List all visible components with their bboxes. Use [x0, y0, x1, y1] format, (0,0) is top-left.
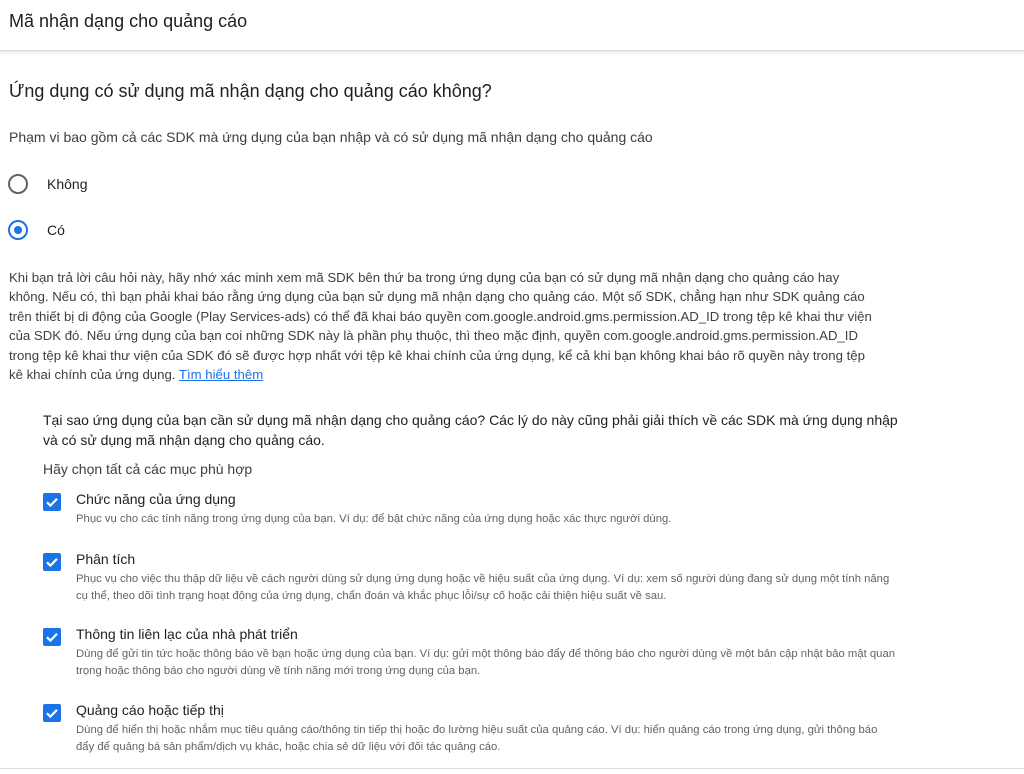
- reason-title: Thông tin liên lạc của nhà phát triển: [76, 626, 298, 642]
- radio-label-no: Không: [47, 176, 88, 192]
- question-heading: Ứng dụng có sử dụng mã nhận dạng cho quảng cáo không?: [9, 81, 492, 101]
- select-all-hint: Hãy chọn tất cả các mục phù hợp: [43, 461, 253, 477]
- check-icon: [44, 554, 60, 570]
- why-question: Tại sao ứng dụng của bạn cần sử dụng mã nhận dạng cho quảng cáo? Các lý do này cũng phải giải thích về các SDK mà ứng dụng nhập và có sử dụng mã nhận dạng cho quảng cáo.: [43, 412, 898, 448]
- check-icon: [44, 494, 60, 510]
- scope-description: Phạm vi bao gồm cả các SDK mà ứng dụng của bạn nhập và có sử dụng mã nhận dạng cho quảng cáo: [9, 129, 653, 145]
- checkbox-advertising-marketing[interactable]: [43, 704, 61, 722]
- reason-description: Dùng để hiển thị hoặc nhắm mục tiêu quảng cáo/thông tin tiếp thị hoặc đo lường hiệu suất của quảng cáo. Ví dụ: hiển quảng cáo trong ứng dụng, gửi thông báo đẩy để quảng bá sản phẩm/dịch vụ khác, hoặc chia sẻ dữ liệu với đối tác quảng cáo.: [76, 724, 878, 753]
- learn-more-link[interactable]: Tìm hiểu thêm: [178, 367, 264, 383]
- top-bar: [0, 0, 1024, 51]
- reason-title: Quảng cáo hoặc tiếp thị: [76, 702, 224, 718]
- radio-button-yes[interactable]: [8, 220, 28, 240]
- info-text: Khi bạn trả lời câu hỏi này, hãy nhớ xác minh xem mã SDK bên thứ ba trong ứng dụng của bạn có sử dụng mã nhận dạng cho quảng cáo hay không. Nếu có, thì bạn phải khai báo rằng ứng dụng của bạn sử dụng mã nhận dạng cho quảng cáo. Một số SDK, chẳng hạn như SDK quảng cáo trên thiết bị di động của Google (Play Services-ads) có thể đã khai báo quyền com.google.android.gms.permission.AD_ID trong tệp kê khai thư viện của SDK đó. Nếu ứng dụng của bạn coi những SDK này là phần phụ thuộc, thì theo mặc định, quyền com.google.android.gms.permission.AD_ID trong tệp kê khai thư viện của SDK đó sẽ được hợp nhất với tệp kê khai chính của ứng dụng, kể cả khi bạn không khai báo rõ quyền này trong tệp kê khai chính của ứng dụng.: [9, 270, 872, 383]
- check-icon: [44, 629, 60, 645]
- page-title: Mã nhận dạng cho quảng cáo: [9, 11, 248, 31]
- reason-title: Phân tích: [76, 551, 136, 567]
- reason-title: Chức năng của ứng dụng: [76, 491, 236, 507]
- checkbox-developer-communications[interactable]: [43, 628, 61, 646]
- radio-button-no[interactable]: [8, 174, 28, 194]
- reason-description: Dùng để gửi tin tức hoặc thông báo về bạn hoặc ứng dụng của bạn. Ví dụ: gửi một thông báo đẩy để thông báo cho người dùng về một bản cập nhật bảo mật quan trọng hoặc thông báo cho người dùng về tính năng mới trong ứng dụng của bạn.: [76, 648, 896, 677]
- reason-description: Phục vụ cho việc thu thập dữ liệu về cách người dùng sử dụng ứng dụng hoặc về hiệu suất của ứng dụng. Ví dụ: xem số người dùng đang sử dụng một tính năng cụ thể, theo dõi tình trạng hoạt động của ứng dụng, chẩn đoán và khắc phục lỗi/sự cố hoặc cải thiện hiệu suất về sau.: [76, 573, 890, 602]
- checkbox-analytics[interactable]: [43, 553, 61, 571]
- bottom-divider: [0, 768, 1024, 769]
- radio-option-yes[interactable]: [8, 219, 65, 241]
- reason-description: Phục vụ cho các tính năng trong ứng dụng của bạn. Ví dụ: để bật chức năng của ứng dụng hoặc xác thực người dùng.: [76, 513, 672, 525]
- checkbox-app-functionality[interactable]: [43, 493, 61, 511]
- radio-option-no[interactable]: [8, 173, 87, 195]
- radio-label-yes: Có: [47, 222, 65, 238]
- info-paragraph: [9, 268, 879, 384]
- check-icon: [44, 705, 60, 721]
